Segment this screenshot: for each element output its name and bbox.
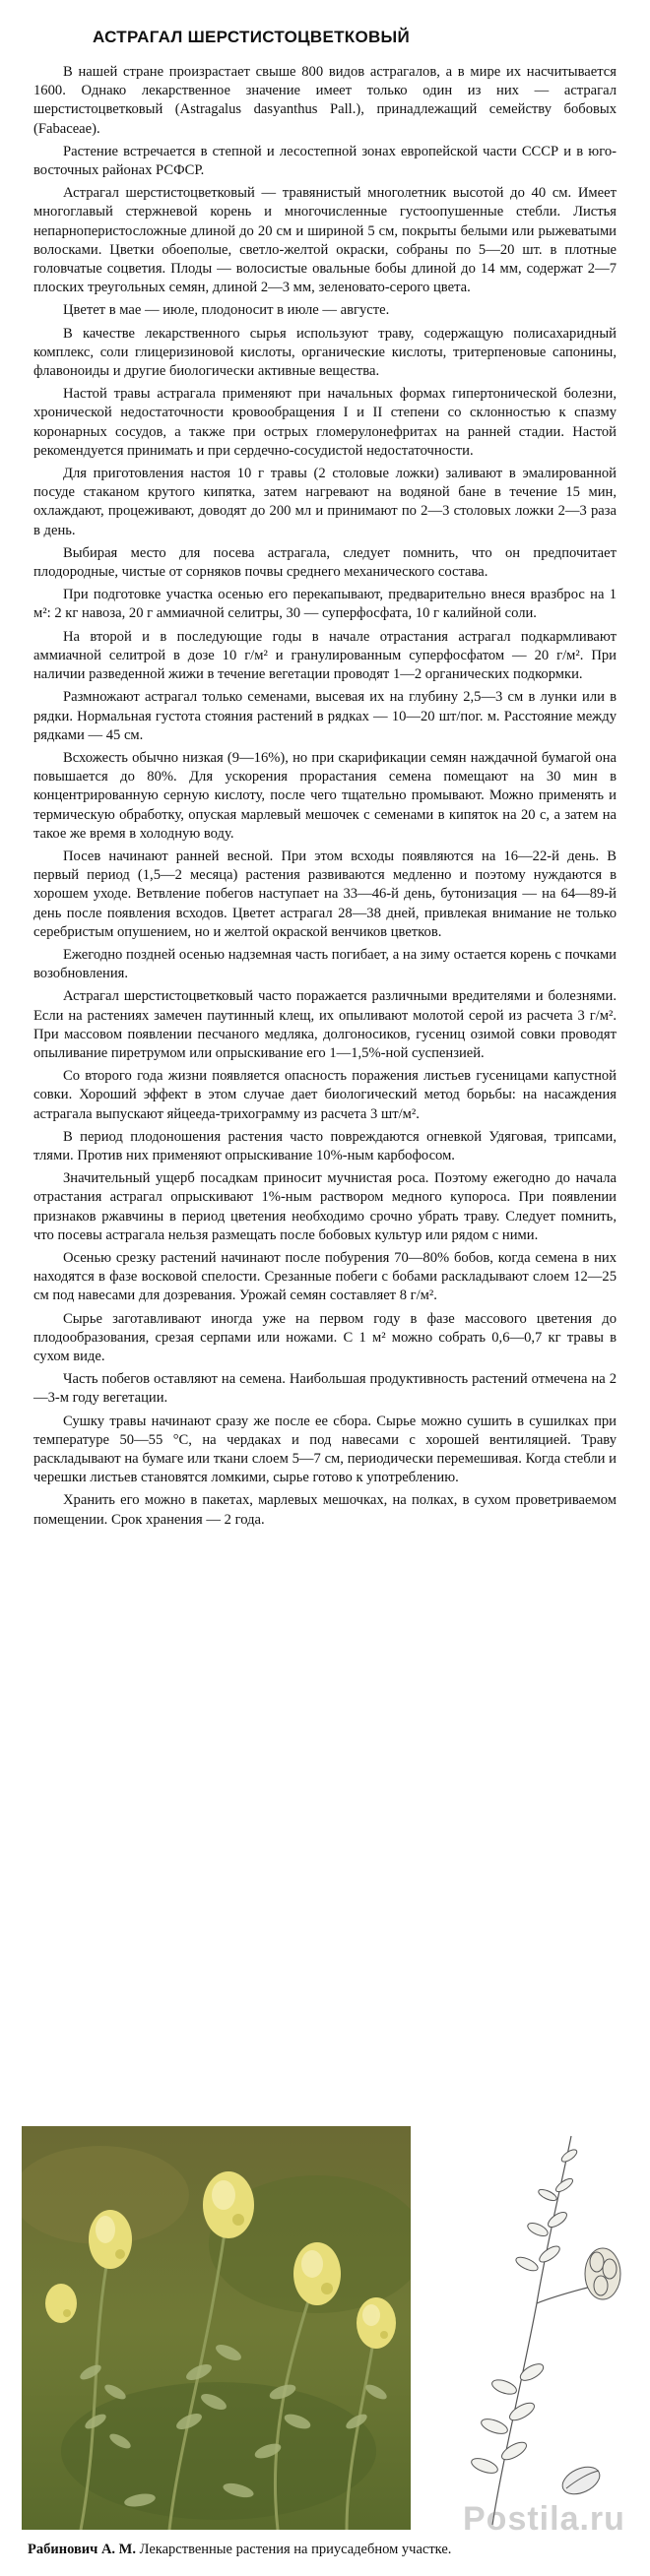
paragraph: В нашей стране произрастает свыше 800 видов астрагалов, а в мире их насчитывается 1600. Однако лекарственное значение имеет только один из них — астрагал шерстистоцветковый (Astragalus dasyanthus Pall.), принадлежащий семейству бобовых (Fabaceae). [33, 64, 617, 137]
paragraph: Ежегодно поздней осенью надземная часть погибает, а на зиму остается корень с почками возобновления. [33, 946, 617, 982]
caption-author: Рабинович А. М. [28, 2542, 136, 2557]
paragraph: В период плодоношения растения часто повреждаются огневкой Удяговая, трипсами, тлями. Против них применяют опрыскивание 10%-ным карбофосом. [33, 1128, 617, 1163]
watermark: Postila.ru [463, 2500, 625, 2538]
paragraph: Часть побегов оставляют на семена. Наибольшая продуктивность растений отмечена на 2—3-м году вегетации. [33, 1371, 617, 1407]
paragraph: Сырье заготавливают иногда уже на первом году в фазе массового цветения до плодообразования, срезая серпами или ножами. С 1 м² можно собрать 0,6—0,7 кг травы в сухом виде. [33, 1310, 617, 1364]
paragraph: Астрагал шерстистоцветковый — травянистый многолетник высотой до 40 см. Имеет многоглавый стержневой корень и многочисленные густоопушенные стебли. Листья непарноперистосложные длиной до 20 см и шириной 5 см, покрыты белыми или рыжеватыми волосками. Цветки обоеполые, светло-желтой окраски, собраны по 5—20 шт. в плотные головчатые соцветия. Плоды — волосистые овальные бобы длиной до 14 мм, содержат 2—7 плоских треугольных семян, длиной 2—3 мм, зеленовато-серого цвета. [33, 185, 617, 296]
paragraph: Цветет в мае — июле, плодоносит в июле — августе. [63, 302, 390, 319]
article-title: АСТРАГАЛ ШЕРСТИСТОЦВЕТКОВЫЙ [93, 28, 411, 46]
article-body [33, 63, 617, 1530]
paragraph: При подготовке участка осенью его перекапывают, предварительно внеся вразброс на 1 м²: 2 кг навоза, 20 г аммиачной селитры, 30 — суперфосфата, 10 г калийной соли. [33, 587, 617, 622]
plant-photo [22, 2126, 411, 2530]
paragraph: Значительный ущерб посадкам приносит мучнистая роса. Поэтому ежегодно до начала отрастания астрагал опрыскивают 1%-ным раствором медного купороса. При появлении признаков ржавчины в период цветения необходимо срочно убрать траву. Следует помнить, что посевы астрагала нельзя размещать после бобовых культур или рядом с ними. [33, 1170, 617, 1243]
paragraph: Всхожесть обычно низкая (9—16%), но при скарификации семян наждачной бумагой она повышается до 80%. Для ускорения прорастания семена помещают на 30 мин в концентрированную серную кислоту, после чего тщательно промывают. Можно применять и термическую обработку, опуская марлевый мешочек с семенами в кипяток на 20 с, а затем на такое же время в холодную воду. [33, 749, 617, 842]
source-caption [28, 2542, 451, 2558]
paragraph: Сушку травы начинают сразу же после ее сбора. Сырье можно сушить в сушилках при температуре 50—55 °С, на чердаках и под навесами с хорошей вентиляцией. Траву раскладывают на бумаге или ткани слоем 5—7 см, периодически перемешивая. Когда стебли и черешки листьев становятся ломкими, сырье готово к употреблению. [33, 1413, 617, 1486]
paragraph: Для приготовления настоя 10 г травы (2 столовые ложки) заливают в эмалированной посуде стаканом крутого кипятка, затем нагревают на водяной бане в течение 15 мин, охлаждают, процеживают, доводят до 200 мл и принимают по 2—3 столовых ложки 2—3 раза в день. [33, 466, 617, 538]
paragraph: Со второго года жизни появляется опасность поражения листьев гусеницами капустной совки. Хороший эффект в этом случае дает биологический метод борьбы: на насаждения астрагала выпускают яйцееда-трихограмму из расчета 3 шт/м². [33, 1068, 617, 1122]
caption-source: Лекарственные растения на приусадебном участке. [139, 2542, 452, 2557]
paragraph: Размножают астрагал только семенами, высевая их на глубину 2,5—3 см в лунки или в рядки. Нормальная густота стояния растений в рядках — 10—20 шт/пог. м. Расстояние между рядками — 45 см. [33, 689, 617, 743]
paragraph: Хранить его можно в пакетах, марлевых мешочках, на полках, в сухом проветриваемом помещении. Срок хранения — 2 года. [33, 1492, 617, 1528]
paragraph: Настой травы астрагала применяют при начальных формах гипертонической болезни, хронической недостаточности кровообращения I и II степени со склонностью к спазму коронарных сосудов, а также при острых гломерулонефритах на ранней стадии. Настой рекомендуется принимать и при сердечно-сосудистой недостаточности. [33, 386, 617, 459]
plant-drawing [423, 2126, 632, 2530]
paragraph: Выбирая место для посева астрагала, следует помнить, что он предпочитает плодородные, чистые от сорняков почвы среднего механического состава. [33, 544, 617, 581]
paragraph: Астрагал шерстистоцветковый часто поражается различными вредителями и болезнями. Если на растениях замечен паутинный клещ, их опыливают молотой серой из расчета 3 г/м². При массовом появлении песчаного медляка, долгоносиков, гусениц озимой совки проводят опыливание пиретрумом или опрыскивание его 1—1,5%-ной суспензией. [33, 988, 617, 1061]
paragraph: Посев начинают ранней весной. При этом всходы появляются на 16—22-й день. В первый период (1,5—2 месяца) растения развиваются медленно и поэтому нуждаются в хорошем уходе. Ветвление побегов наступает на 33—46-й день, бутонизация — на 64—89-й день после появления всходов. Цветет астрагал 28—38 дней, привлекая внимание не только серебристым опушением, но и желтой окраской венчиков цветков. [33, 848, 617, 940]
paragraph: В качестве лекарственного сырья используют траву, содержащую полисахаридный комплекс, соли глицеризиновой кислоты, органические кислоты, тритерпеновые сапонины, флавоноиды и другие биологически активные вещества. [33, 325, 617, 380]
paragraph: Растение встречается в степной и лесостепной зонах европейской части СССР и в юго-восточных районах РСФСР. [33, 143, 617, 179]
paragraph: На второй и в последующие годы в начале отрастания астрагал подкармливают аммиачной селитрой в дозе 10 г/м² и гранулированным суперфосфатом — 20 г/м². При наличии разведенной жижи в течение вегетации проводят 1—2 органических подкормки. [33, 628, 617, 683]
paragraph: Осенью срезку растений начинают после побурения 70—80% бобов, когда семена в них находятся в фазе восковой спелости. Срезанные побеги с бобами раскладывают слоем 12—25 см под навесами для дозревания. Урожай семян составляет 8 г/м². [33, 1249, 617, 1304]
figure-row [22, 2126, 632, 2530]
